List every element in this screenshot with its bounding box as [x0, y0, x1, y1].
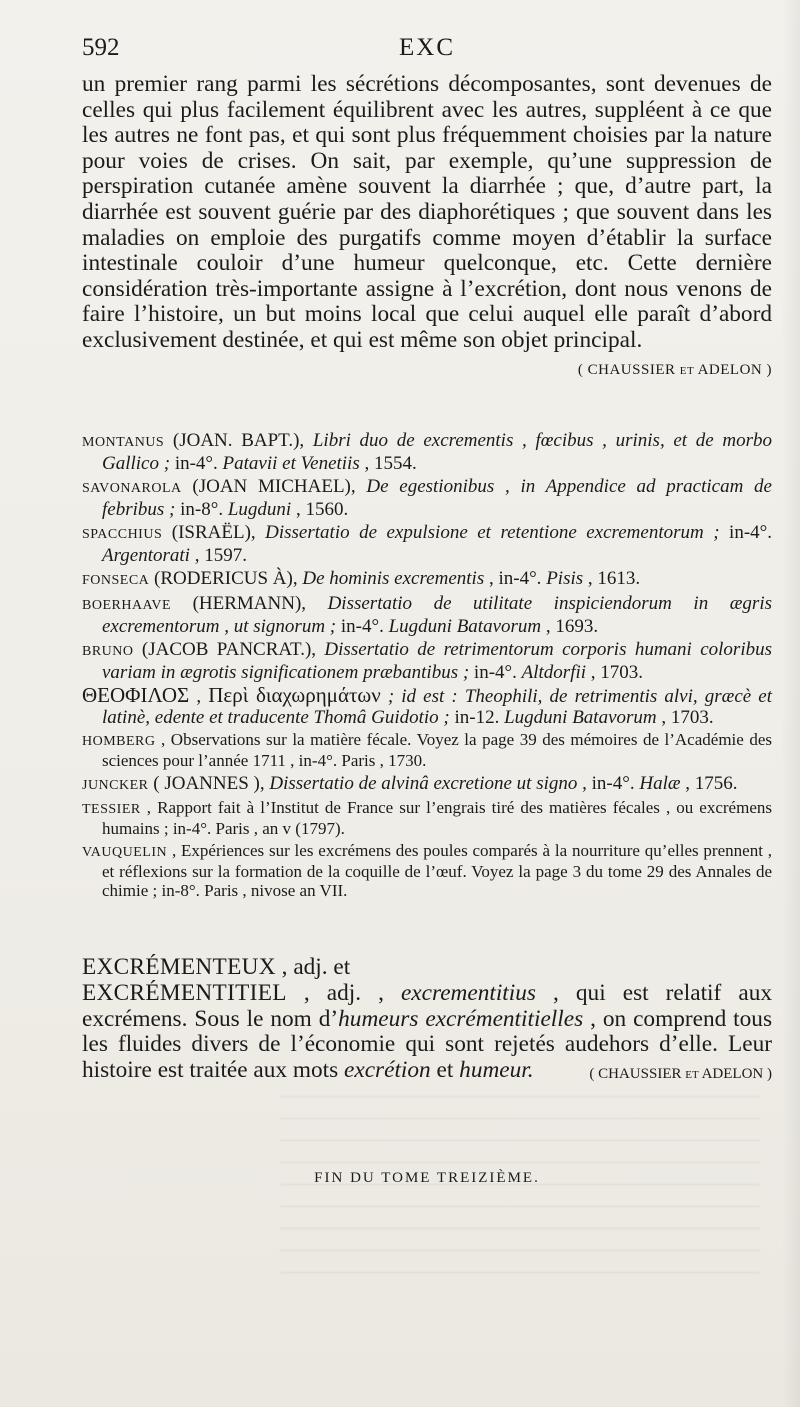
biblio-place: Lugduni Batavorum — [388, 616, 542, 637]
biblio-place: Patavii et Venetiis — [222, 453, 360, 474]
biblio-year: , 1613. — [583, 568, 641, 589]
biblio-details: (ISRAËL), — [162, 522, 266, 543]
biblio-entry — [82, 798, 772, 839]
biblio-year: , 1554. — [359, 453, 417, 474]
biblio-details: (RODERICUS À), — [149, 568, 303, 589]
biblio-format: in-4°. — [336, 616, 389, 637]
biblio-year: , 1756. — [680, 772, 738, 794]
biblio-entry — [82, 639, 772, 683]
biblio-text: , Expériences sur les excrémens des poules comparés à la nourriture qu’elles prennent , et réflexions sur la formation de la coquille de l’œuf. Voyez la page 3 du tome 29 des Annales de chimie ; in-8°. Paris , nivose an VII. — [102, 840, 772, 901]
biblio-year: , 1597. — [189, 545, 247, 566]
conjunction: et — [430, 1057, 460, 1084]
biblio-place: Lugduni — [227, 499, 292, 520]
headword-excrementeux: EXCRÉMENTEUX — [82, 954, 276, 980]
biblio-year: , 1703. — [586, 662, 644, 683]
biblio-details: (HERMANN), — [171, 593, 328, 614]
biblio-details: ( JOANNES ), — [148, 772, 270, 794]
biblio-format: in-8°. — [175, 499, 228, 520]
biblio-year: , 1560. — [291, 499, 349, 520]
cross-ref: excrétion — [344, 1057, 431, 1084]
main-paragraph: un premier rang parmi les sécrétions décomposantes, sont devenues de celles qui plus facilement équilibrent avec les autres, suppléent à ce que les autres ne font pas, et qui sont plus fréquemment choisies par la nature pour voies de crises. On sait, par exemple, qu’une suppression de perspiration cutanée amène souvent la diarrhée ; que, d’autre part, la diarrhée est souvent guérie par des diaphorétiques ; que souvent dans les maladies on emploie des purgatifs comme moyen d’établir la surface intestinale couloir d’une humeur quelconque, etc. Cette dernière considération très-importante assigne à l’excrétion, dont nous venons de faire l’histoire, un but moins local que celui auquel elle paraît d’abord exclusivement destinée, et qui est même son objet principal. — [82, 71, 772, 353]
definition-text: , qui est relatif aux excrémens. Sous le nom d’ — [82, 979, 772, 1032]
defined-term: humeurs excrémentitielles — [338, 1005, 584, 1032]
biblio-place: Argentorati — [102, 545, 190, 566]
biblio-details: (JACOB PANCRAT.), — [133, 639, 325, 660]
biblio-format: , in-4°. — [484, 568, 547, 589]
biblio-title: Dissertatio de utilitate inspiciendorum in ægris excrementorum , ut signorum ; — [102, 593, 772, 637]
biblio-title: De hominis excrementis — [302, 568, 485, 589]
running-head: EXC — [399, 34, 455, 61]
biblio-text: , Observations sur la matière fécale. Voyez la page 39 des mémoires de l’Académie des sciences pour l’année 1711 , in-4°. Paris , 1730. — [102, 730, 772, 771]
page-number: 592 — [82, 34, 120, 61]
biblio-author: JUNCKER — [82, 777, 149, 793]
page-header — [82, 34, 772, 70]
latin-term: excrementitius — [400, 979, 536, 1006]
bibliography — [82, 430, 772, 903]
biblio-year: , 1703. — [656, 707, 714, 728]
biblio-year: , 1693. — [541, 616, 599, 637]
biblio-format: in-12. — [449, 707, 505, 728]
definition-line-1 — [82, 955, 772, 981]
headword-excrementitiel: EXCRÉMENTITIEL — [82, 979, 287, 1006]
biblio-place: Halæ — [639, 772, 681, 794]
biblio-title: Dissertatio de retrimentorum corporis humani coloribus variam in ægrotis significationem præbantibus ; — [102, 639, 772, 683]
definition-body — [82, 981, 772, 1088]
biblio-format: in-4°. — [170, 453, 223, 474]
biblio-entry — [82, 841, 772, 901]
biblio-author: SAVONAROLA — [82, 481, 182, 496]
page-fold-shadow — [782, 0, 800, 1407]
biblio-entry — [82, 476, 772, 520]
main-signature: ( CHAUSSIER et ADELON ) — [577, 361, 772, 378]
biblio-author: FONSECA — [82, 573, 150, 588]
biblio-entry — [82, 773, 772, 796]
biblio-text: , Rapport fait à l’Institut de France sur l’engrais tiré des matières fécales , ou excrémens humains ; in-4°. Paris , an v (1797). — [102, 797, 772, 839]
biblio-author: VAUQUELIN — [82, 844, 168, 860]
biblio-format: in-4°. — [719, 522, 772, 543]
main-paragraph-block — [82, 72, 772, 383]
biblio-format: in-4°. — [469, 662, 522, 683]
biblio-entry — [82, 430, 772, 474]
biblio-author: ΘΕΟΦΙΛΟΣ — [82, 683, 190, 707]
end-of-volume-note: FIN DU TOME TREIZIÈME. — [314, 1170, 540, 1186]
biblio-place: Lugduni Batavorum — [504, 707, 657, 728]
biblio-place: Pisis — [546, 568, 584, 589]
definition-signature: ( CHAUSSIER et ADELON ) — [589, 1066, 772, 1083]
biblio-title: De egestionibus , in Appendice ad practicam de febribus ; — [102, 476, 772, 520]
biblio-entry — [82, 730, 772, 771]
biblio-details: (JOAN MICHAEL), — [181, 476, 367, 497]
greek-title: Περὶ διαχωρημάτων — [208, 683, 381, 707]
biblio-title: ; id est : Theophili, de retrimentis alvi, græcè et latinè, edente et traducente Thomâ Guidotio ; — [102, 686, 773, 728]
cross-ref: humeur. — [459, 1057, 534, 1084]
biblio-author: MONTANUS — [82, 435, 165, 450]
biblio-author: TESSIER — [82, 801, 141, 817]
biblio-author: BOERHAAVE — [82, 598, 172, 613]
biblio-title: Libri duo de excrementis , fœcibus , urinis, et de morbo Gallico ; — [102, 430, 772, 474]
biblio-format: , in-4°. — [577, 772, 640, 794]
biblio-entry-greek: ΘΕΟΦΙΛΟΣ , Περὶ διαχωρημάτων ; id est : Theophili, de retrimentis alvi, græcè et latinè, edente et traducente Thomâ Guidotio ; in-12. Lugduni Batavorum , 1703. — [82, 683, 773, 728]
biblio-entry — [82, 522, 772, 566]
biblio-place: Altdorfii — [521, 662, 587, 683]
part-of-speech: , adj. , — [286, 979, 401, 1006]
biblio-details: (JOAN. BAPT.), — [164, 430, 313, 451]
biblio-title: Dissertatio de expulsione et retentione excrementorum ; — [265, 522, 720, 543]
biblio-entry — [82, 568, 772, 591]
biblio-title: Dissertatio de alvinâ excretione ut signo — [269, 772, 578, 794]
part-of-speech: , adj. et — [275, 954, 351, 980]
biblio-author: BRUNO — [82, 644, 134, 659]
biblio-author: HOMBERG — [82, 734, 156, 749]
definition-entry — [82, 955, 772, 1088]
biblio-author: SPACCHIUS — [82, 527, 163, 542]
definition-text: , on comprend tous les fluides divers de l’économie qui sont rejetés audehors d’elle. Leur histoire est traitée aux mots — [82, 1005, 773, 1084]
biblio-entry — [82, 593, 772, 637]
